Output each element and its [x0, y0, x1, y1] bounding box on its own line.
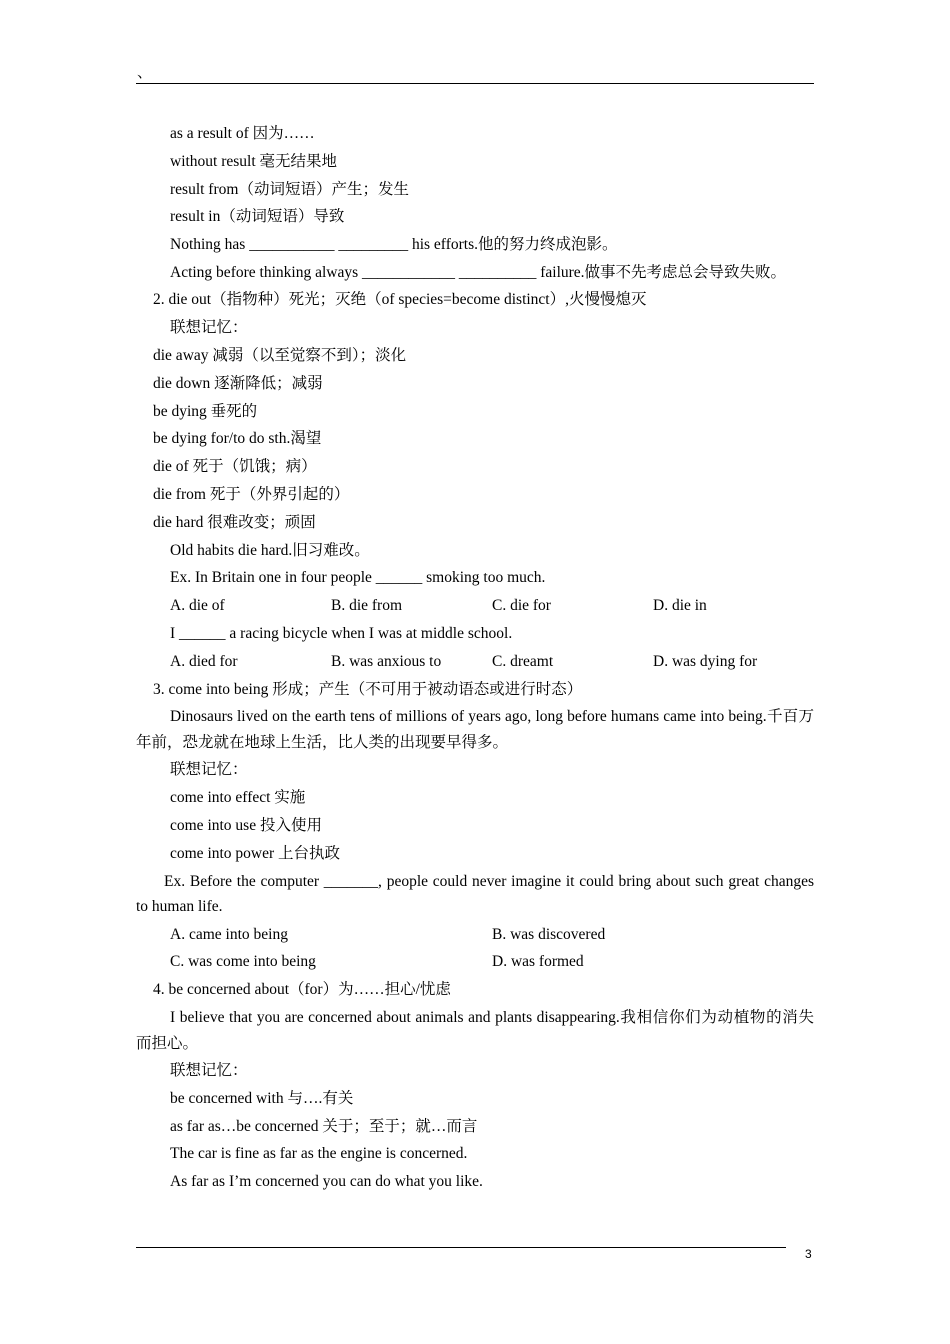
text-line: 联想记忆：	[170, 761, 248, 779]
text-line: die away 减弱（以至觉察不到）；淡化	[153, 347, 407, 365]
text-paragraph: Acting before thinking always ____________ __________ failure.做事不先考虑总会导致失败。	[170, 263, 787, 281]
answer-option: D. was dying for	[653, 652, 758, 670]
header-rule	[136, 83, 814, 84]
text-line: die down 逐渐降低；减弱	[153, 374, 323, 392]
answer-option: D. was formed	[492, 953, 584, 971]
footer-rule	[136, 1247, 786, 1248]
text-paragraph: Ex. Before the computer _______, people could never imagine it could bring about such great changes to human life.	[136, 872, 814, 916]
answer-options-row	[136, 648, 814, 676]
text-line: Old habits die hard.旧习难改。	[170, 541, 370, 559]
text-line: 联想记忆：	[170, 319, 248, 337]
text-paragraph: I believe that you are concerned about animals and plants disappearing.我相信你们为动植物的消失而担心。	[136, 1009, 814, 1052]
answer-option: A. died for	[170, 652, 238, 670]
answer-options-row	[136, 592, 814, 620]
text-line: 4. be concerned about（for）为……担心/忧虑	[153, 981, 451, 999]
text-line: I ______ a racing bicycle when I was at middle school.	[170, 625, 513, 643]
page-number: 3	[805, 1247, 812, 1261]
text-line: 3. come into being 形成；产生（不可用于被动语态或进行时态）	[153, 680, 583, 698]
text-line: be dying for/to do sth.渴望	[153, 430, 322, 448]
answer-option: C. dreamt	[492, 652, 554, 670]
text-line: as far as…be concerned 关于；至于；就…而言	[170, 1117, 478, 1135]
answer-option: B. was discovered	[492, 925, 606, 943]
text-line: result from（动词短语）产生；发生	[170, 180, 409, 198]
text-line: Ex. In Britain one in four people ______ smoking too much.	[170, 569, 546, 587]
answer-option: D. die in	[653, 597, 707, 615]
text-line: 2. die out（指物种）死光；灭绝（of species=become distinct）,火慢慢熄灭	[153, 291, 647, 309]
text-line: die hard 很难改变；顽固	[153, 513, 316, 531]
answer-option: B. die from	[331, 597, 403, 615]
answer-option: C. die for	[492, 597, 551, 615]
text-line: die of 死于（饥饿；病）	[153, 458, 317, 476]
answer-options-row	[136, 948, 814, 976]
text-line: Nothing has ___________ _________ his efforts.他的努力终成泡影。	[170, 236, 618, 254]
text-line: be concerned with 与….有关	[170, 1089, 354, 1107]
text-line: come into use 投入使用	[170, 817, 322, 835]
answer-option: A. die of	[170, 597, 225, 615]
text-line: be dying 垂死的	[153, 402, 258, 420]
answer-option: C. was come into being	[170, 953, 316, 971]
text-line: as a result of 因为……	[170, 125, 315, 142]
text-paragraph: Dinosaurs lived on the earth tens of millions of years ago, long before humans came into being.千百万年前，恐龙就在地球上生活，比人类的出现要早得多。	[136, 708, 814, 751]
text-line: come into power 上台执政	[170, 844, 341, 862]
text-line: The car is fine as far as the engine is concerned.	[170, 1145, 468, 1163]
answer-option: B. was anxious to	[331, 652, 442, 670]
text-line: As far as I’m concerned you can do what you like.	[170, 1173, 483, 1191]
document-body	[136, 120, 814, 1196]
answer-options-row	[136, 921, 814, 949]
text-line: result in（动词短语）导致	[170, 208, 345, 226]
text-line: 联想记忆：	[170, 1062, 248, 1080]
text-line: die from 死于（外界引起的）	[153, 486, 350, 504]
header-mark: 、	[137, 65, 153, 81]
text-line: come into effect 实施	[170, 789, 306, 807]
text-line: without result 毫无结果地	[170, 152, 338, 170]
answer-option: A. came into being	[170, 925, 288, 943]
